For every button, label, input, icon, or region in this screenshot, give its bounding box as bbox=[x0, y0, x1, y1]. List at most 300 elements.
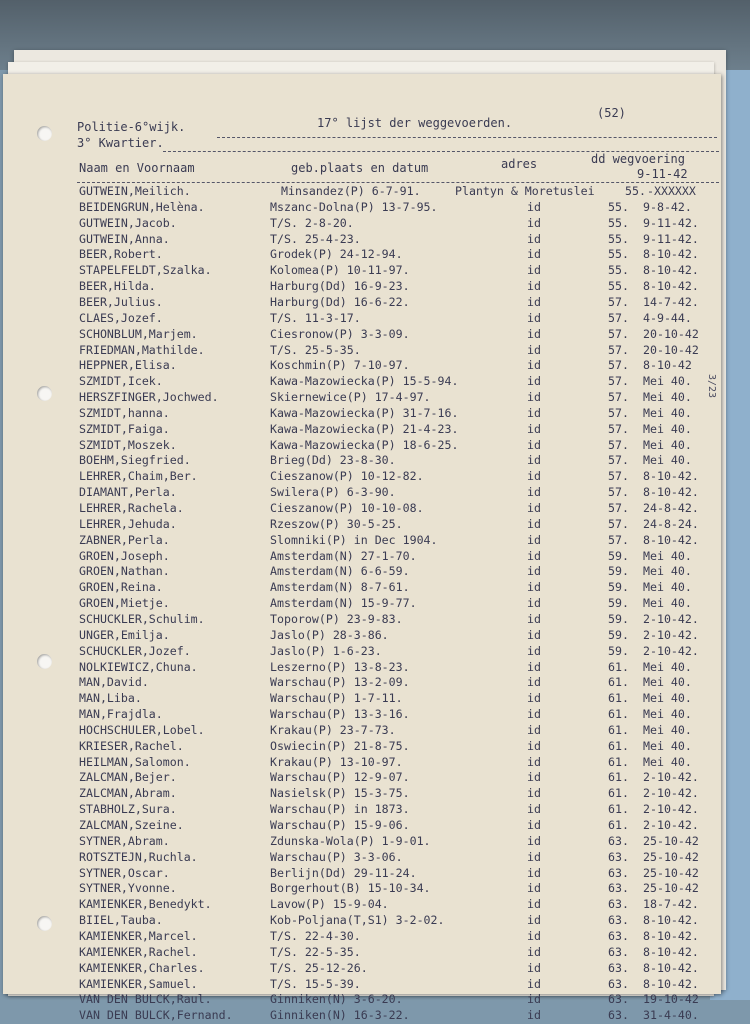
list-row bbox=[3, 533, 721, 549]
house-number: 61. bbox=[608, 722, 629, 737]
birth-place-date: Lavow(P) 15-9-04. bbox=[270, 897, 389, 912]
birth-place-date: Kob-Poljana(T,S1) 3-2-02. bbox=[270, 913, 445, 928]
house-number: 63. bbox=[608, 1008, 629, 1023]
list-row bbox=[3, 184, 721, 200]
person-name: MAN,Frajdla. bbox=[79, 707, 163, 722]
list-row bbox=[3, 644, 721, 660]
deportation-date: 24-8-24. bbox=[643, 516, 699, 531]
birth-place-date: Warschau(P) 3-3-06. bbox=[270, 849, 403, 864]
house-number: 63. bbox=[608, 960, 629, 975]
person-name: VAN DEN BULCK,Fernand. bbox=[79, 1008, 233, 1023]
list-row bbox=[3, 422, 721, 438]
birth-place-date: Krakau(P) 13-10-97. bbox=[270, 754, 403, 769]
list-row bbox=[3, 374, 721, 390]
birth-place-date: Grodek(P) 24-12-94. bbox=[270, 247, 403, 262]
deportation-date: Mei 40. bbox=[643, 374, 692, 389]
deportation-date: Mei 40. bbox=[643, 691, 692, 706]
list-row bbox=[3, 358, 721, 374]
deportation-date: 4-9-44. bbox=[643, 310, 692, 325]
person-name: SYTNER,Yvonne. bbox=[79, 881, 177, 896]
person-name: HOCHSCHULER,Lobel. bbox=[79, 722, 205, 737]
deportation-date: Mei 40. bbox=[643, 548, 692, 563]
address: id bbox=[527, 643, 541, 658]
house-number: 61. bbox=[608, 659, 629, 674]
deportation-date: 14-7-42. bbox=[643, 294, 699, 309]
person-name: GUTWEIN,Anna. bbox=[79, 231, 170, 246]
deportation-date: Mei 40. bbox=[643, 738, 692, 753]
deportation-date: Mei 40. bbox=[643, 707, 692, 722]
address: id bbox=[527, 564, 541, 579]
person-name: LEHRER,Jehuda. bbox=[79, 516, 177, 531]
person-name: BEER,Hilda. bbox=[79, 279, 156, 294]
birth-place-date: Rzeszow(P) 30-5-25. bbox=[270, 516, 403, 531]
birth-place-date: Kolomea(P) 10-11-97. bbox=[270, 263, 410, 278]
house-number: 57. bbox=[608, 326, 629, 341]
house-number: 55. bbox=[608, 247, 629, 262]
birth-place-date: Harburg(Dd) 16-6-22. bbox=[270, 294, 410, 309]
list-row bbox=[3, 913, 721, 929]
list-row bbox=[3, 755, 721, 771]
birth-place-date: Ciesronow(P) 3-3-09. bbox=[270, 326, 410, 341]
address: id bbox=[527, 580, 541, 595]
deportation-date: 20-10-42 bbox=[643, 342, 699, 357]
deportation-date: Mei 40. bbox=[643, 596, 692, 611]
list-row bbox=[3, 818, 721, 834]
list-title: 17° lijst der weggevoerden. bbox=[317, 116, 513, 130]
list-row bbox=[3, 675, 721, 691]
house-number: 59. bbox=[608, 643, 629, 658]
person-name: GROEN,Nathan. bbox=[79, 564, 170, 579]
deportation-date: 31-4-40. bbox=[643, 1008, 699, 1023]
address: id bbox=[527, 770, 541, 785]
address: id bbox=[527, 532, 541, 547]
birth-place-date: Swilera(P) 6-3-90. bbox=[270, 485, 396, 500]
person-name: SCHUCKLER,Schulim. bbox=[79, 611, 205, 626]
house-number: 61. bbox=[608, 691, 629, 706]
address: id bbox=[527, 944, 541, 959]
house-number: 61. bbox=[608, 754, 629, 769]
list-row bbox=[3, 628, 721, 644]
person-name: CLAES,Jozef. bbox=[79, 310, 163, 325]
deportation-date: Mei 40. bbox=[643, 453, 692, 468]
list-row bbox=[3, 802, 721, 818]
house-number: 63. bbox=[608, 944, 629, 959]
deportation-date: 2-10-42. bbox=[643, 643, 699, 658]
address: id bbox=[527, 865, 541, 880]
list-row bbox=[3, 596, 721, 612]
birth-place-date: Kawa-Mazowiecka(P) 18-6-25. bbox=[270, 437, 459, 452]
house-number: 63. bbox=[608, 865, 629, 880]
birth-place-date: Warschau(P) 1-7-11. bbox=[270, 691, 403, 706]
address: id bbox=[527, 913, 541, 928]
list-row bbox=[3, 834, 721, 850]
address: id bbox=[527, 501, 541, 515]
list-row bbox=[3, 929, 721, 945]
person-name: SCHONBLUM,Marjem. bbox=[79, 326, 198, 341]
deportation-date: 8-10-42. bbox=[643, 928, 699, 943]
birth-place-date: Oswiecin(P) 21-8-75. bbox=[270, 738, 410, 753]
birth-place-date: Leszerno(P) 13-8-23. bbox=[270, 659, 410, 674]
house-number: 61. bbox=[608, 786, 629, 801]
birth-place-date: T/S. 25-12-26. bbox=[270, 960, 368, 975]
list-row bbox=[3, 992, 721, 1008]
birth-place-date: Kawa-Mazowiecka(P) 15-5-94. bbox=[270, 374, 459, 389]
deportation-date: 25-10-42 bbox=[643, 849, 699, 864]
deportation-date: 8-10-42. bbox=[643, 469, 699, 484]
person-name: ZALCMAN,Szeine. bbox=[79, 818, 184, 832]
deportation-date: 8-10-42. bbox=[643, 263, 699, 278]
deportation-date: Mei 40. bbox=[643, 390, 692, 405]
person-name: STAPELFELDT,Szalka. bbox=[79, 263, 212, 278]
list-row bbox=[3, 961, 721, 977]
birth-place-date: Toporow(P) 23-9-83. bbox=[270, 611, 403, 626]
person-name: GUTWEIN,Meilich. bbox=[79, 184, 191, 198]
person-name: FRIEDMAN,Mathilde. bbox=[79, 342, 205, 357]
birth-place-date: Kawa-Mazowiecka(P) 21-4-23. bbox=[270, 421, 459, 436]
deportation-date: 2-10-42. bbox=[643, 786, 699, 801]
address: id bbox=[527, 358, 541, 373]
birth-place-date: Kawa-Mazowiecka(P) 31-7-16. bbox=[270, 405, 459, 420]
margin-note: 3/23 bbox=[706, 374, 717, 399]
person-name: HERSZFINGER,Jochwed. bbox=[79, 390, 219, 405]
address: id bbox=[527, 881, 541, 896]
deportation-date: 9-8-42. bbox=[643, 199, 692, 214]
birth-place-date: Amsterdam(N) 27-1-70. bbox=[270, 548, 417, 563]
house-number: 55. bbox=[608, 231, 629, 246]
address: id bbox=[527, 754, 541, 769]
person-name: SCHUCKLER,Jozef. bbox=[79, 643, 191, 658]
list-row bbox=[3, 390, 721, 406]
deportation-date: 19-10-42 bbox=[643, 992, 699, 1007]
birth-place-date: Warschau(P) 12-9-07. bbox=[270, 770, 410, 785]
list-row bbox=[3, 977, 721, 993]
house-number: 57. bbox=[608, 516, 629, 531]
person-name: KAMIENKER,Rachel. bbox=[79, 944, 198, 959]
address: id bbox=[527, 437, 541, 452]
punch-hole bbox=[37, 126, 52, 141]
address: id bbox=[527, 231, 541, 246]
person-name: HEILMAN,Salomon. bbox=[79, 754, 191, 769]
list-row bbox=[3, 200, 721, 216]
birth-place-date: T/S. 25-4-23. bbox=[270, 231, 361, 246]
list-row bbox=[3, 327, 721, 343]
birth-place-date: Minsandez(P) 6-7-91. bbox=[281, 184, 421, 198]
address: id bbox=[527, 691, 541, 706]
address: id bbox=[527, 199, 541, 214]
person-name: ZABNER,Perla. bbox=[79, 532, 170, 547]
list-row bbox=[3, 517, 721, 533]
list-row bbox=[3, 580, 721, 596]
deportation-date: Mei 40. bbox=[643, 564, 692, 579]
house-number: 57. bbox=[608, 437, 629, 452]
deportation-date: 8-10-42 bbox=[643, 358, 692, 373]
house-number: 55. bbox=[625, 184, 646, 198]
house-number: 61. bbox=[608, 707, 629, 722]
house-number: 63. bbox=[608, 992, 629, 1007]
house-number: 61. bbox=[608, 738, 629, 753]
address: id bbox=[527, 453, 541, 468]
column-header-address: adres bbox=[501, 157, 538, 171]
address: id bbox=[527, 675, 541, 690]
page-number: (52) bbox=[597, 106, 626, 120]
house-number: 57. bbox=[608, 342, 629, 357]
address: id bbox=[527, 1008, 541, 1023]
birth-place-date: Warschau(P) 13-3-16. bbox=[270, 707, 410, 722]
deportation-date: 9-11-42. bbox=[643, 231, 699, 246]
person-name: ZALCMAN,Bejer. bbox=[79, 770, 177, 785]
birth-place-date: T/S. 25-5-35. bbox=[270, 342, 361, 357]
address: id bbox=[527, 469, 541, 484]
deportation-date: 8-10-42. bbox=[643, 247, 699, 262]
deportation-date: -XXXXXX bbox=[647, 184, 696, 198]
house-number: 63. bbox=[608, 897, 629, 912]
house-number: 57. bbox=[608, 310, 629, 325]
person-name: LEHRER,Chaim,Ber. bbox=[79, 469, 198, 484]
address: id bbox=[527, 516, 541, 531]
address: id bbox=[527, 326, 541, 341]
person-name: SZMIDT,Icek. bbox=[79, 374, 163, 389]
person-name: BIIEL,Tauba. bbox=[79, 913, 163, 928]
deportation-date: 8-10-42. bbox=[643, 976, 699, 991]
house-number: 55. bbox=[608, 199, 629, 214]
birth-place-date: Koschmin(P) 7-10-97. bbox=[270, 358, 410, 373]
list-row bbox=[3, 406, 721, 422]
address: id bbox=[527, 722, 541, 737]
address: id bbox=[527, 596, 541, 611]
person-name: SYTNER,Abram. bbox=[79, 833, 170, 848]
address: id bbox=[527, 928, 541, 943]
address: id bbox=[527, 833, 541, 848]
house-number: 57. bbox=[608, 421, 629, 436]
list-row bbox=[3, 343, 721, 359]
address: id bbox=[527, 421, 541, 436]
list-row bbox=[3, 295, 721, 311]
house-number: 63. bbox=[608, 849, 629, 864]
person-name: BEIDENGRUN,Helèna. bbox=[79, 199, 205, 214]
deportation-date: 8-10-42. bbox=[643, 279, 699, 294]
deportation-date: Mei 40. bbox=[643, 659, 692, 674]
birth-place-date: Slomniki(P) in Dec 1904. bbox=[270, 532, 438, 547]
house-number: 57. bbox=[608, 374, 629, 389]
person-name: DIAMANT,Perla. bbox=[79, 485, 177, 500]
house-number: 63. bbox=[608, 881, 629, 896]
person-name: GROEN,Joseph. bbox=[79, 548, 170, 563]
list-row bbox=[3, 707, 721, 723]
house-number: 61. bbox=[608, 675, 629, 690]
person-name: LEHRER,Rachela. bbox=[79, 501, 184, 515]
house-number: 55. bbox=[608, 279, 629, 294]
deportation-date: 8-10-42. bbox=[643, 960, 699, 975]
deportation-date: 8-10-42. bbox=[643, 913, 699, 928]
deportation-date: Mei 40. bbox=[643, 437, 692, 452]
deportation-date: 20-10-42 bbox=[643, 326, 699, 341]
house-number: 55. bbox=[608, 263, 629, 278]
list-row bbox=[3, 485, 721, 501]
header-dash-line bbox=[217, 137, 717, 138]
person-name: GROEN,Mietje. bbox=[79, 596, 170, 611]
house-number: 57. bbox=[608, 390, 629, 405]
person-name: KAMIENKER,Marcel. bbox=[79, 928, 198, 943]
list-row bbox=[3, 438, 721, 454]
person-name: UNGER,Emilja. bbox=[79, 627, 170, 642]
house-number: 59. bbox=[608, 548, 629, 563]
list-row bbox=[3, 216, 721, 232]
person-name: VAN DEN BULCK,Raul. bbox=[79, 992, 212, 1007]
list-row bbox=[3, 945, 721, 961]
address: id bbox=[527, 738, 541, 753]
deportation-date: Mei 40. bbox=[643, 421, 692, 436]
address: id bbox=[527, 960, 541, 975]
address: id bbox=[527, 976, 541, 991]
birth-place-date: T/S. 22-5-35. bbox=[270, 944, 361, 959]
house-number: 59. bbox=[608, 596, 629, 611]
address: id bbox=[527, 263, 541, 278]
person-name: GROEN,Reina. bbox=[79, 580, 163, 595]
birth-place-date: Harburg(Dd) 16-9-23. bbox=[270, 279, 410, 294]
list-row bbox=[3, 850, 721, 866]
address: id bbox=[527, 215, 541, 230]
birth-place-date: Amsterdam(N) 6-6-59. bbox=[270, 564, 410, 579]
address: id bbox=[527, 374, 541, 389]
person-name: BEER,Julius. bbox=[79, 294, 163, 309]
address: id bbox=[527, 247, 541, 262]
deportation-date: 18-7-42. bbox=[643, 897, 699, 912]
list-row bbox=[3, 786, 721, 802]
person-name: SZMIDT,hanna. bbox=[79, 405, 170, 420]
address: Plantyn & Moretuslei bbox=[455, 184, 595, 198]
address: id bbox=[527, 405, 541, 420]
deportation-date: 8-10-42. bbox=[643, 944, 699, 959]
birth-place-date: Krakau(P) 23-7-73. bbox=[270, 722, 396, 737]
deportation-date: Mei 40. bbox=[643, 580, 692, 595]
person-name: GUTWEIN,Jacob. bbox=[79, 215, 177, 230]
list-row bbox=[3, 723, 721, 739]
person-name: SZMIDT,Faiga. bbox=[79, 421, 170, 436]
column-header-dash-line bbox=[77, 182, 719, 183]
deportation-date: 2-10-42. bbox=[643, 818, 699, 832]
house-number: 59. bbox=[608, 564, 629, 579]
person-name: SZMIDT,Moszek. bbox=[79, 437, 177, 452]
address: id bbox=[527, 611, 541, 626]
house-number: 57. bbox=[608, 294, 629, 309]
list-row bbox=[3, 881, 721, 897]
address: id bbox=[527, 627, 541, 642]
person-name: KAMIENKER,Charles. bbox=[79, 960, 205, 975]
quarter-label: 3° Kwartier. bbox=[77, 136, 164, 150]
deportation-date: 2-10-42. bbox=[643, 627, 699, 642]
house-number: 57. bbox=[608, 405, 629, 420]
house-number: 57. bbox=[608, 469, 629, 484]
person-name: HEPPNER,Elisa. bbox=[79, 358, 177, 373]
birth-place-date: Cieszanow(P) 10-10-08. bbox=[270, 501, 424, 515]
deportation-date: 9-11-42. bbox=[643, 215, 699, 230]
deportation-date: 25-10-42 bbox=[643, 865, 699, 880]
birth-place-date: T/S. 15-5-39. bbox=[270, 976, 361, 991]
list-row bbox=[3, 279, 721, 295]
address: id bbox=[527, 279, 541, 294]
birth-place-date: Warschau(P) in 1873. bbox=[270, 802, 410, 817]
list-row bbox=[3, 232, 721, 248]
birth-place-date: T/S. 2-8-20. bbox=[270, 215, 354, 230]
person-name: KAMIENKER,Samuel. bbox=[79, 976, 198, 991]
address: id bbox=[527, 992, 541, 1007]
list-row bbox=[3, 469, 721, 485]
birth-place-date: T/S. 22-4-30. bbox=[270, 928, 361, 943]
person-name: ROTSZTEJN,Ruchla. bbox=[79, 849, 198, 864]
deportation-date: 24-8-42. bbox=[643, 501, 699, 515]
deportation-date: Mei 40. bbox=[643, 675, 692, 690]
address: id bbox=[527, 342, 541, 357]
column-header-deportation: dd wegvoering bbox=[591, 152, 685, 166]
list-row bbox=[3, 549, 721, 565]
person-name: NOLKIEWICZ,Chuna. bbox=[79, 659, 198, 674]
address: id bbox=[527, 707, 541, 722]
house-number: 63. bbox=[608, 833, 629, 848]
house-number: 59. bbox=[608, 580, 629, 595]
list-row bbox=[3, 691, 721, 707]
house-number: 63. bbox=[608, 928, 629, 943]
column-header-deportation-date: 9-11-42 bbox=[637, 167, 688, 181]
list-row bbox=[3, 247, 721, 263]
address: id bbox=[527, 659, 541, 674]
house-number: 61. bbox=[608, 802, 629, 817]
list-row bbox=[3, 660, 721, 676]
birth-place-date: Amsterdam(N) 15-9-77. bbox=[270, 596, 417, 611]
person-name: SYTNER,Oscar. bbox=[79, 865, 170, 880]
birth-place-date: Borgerhout(B) 15-10-34. bbox=[270, 881, 431, 896]
list-row bbox=[3, 739, 721, 755]
address: id bbox=[527, 390, 541, 405]
house-number: 57. bbox=[608, 532, 629, 547]
list-row bbox=[3, 564, 721, 580]
person-name: STABHOLZ,Sura. bbox=[79, 802, 177, 817]
column-header-birth: geb.plaats en datum bbox=[291, 161, 429, 175]
list-row bbox=[3, 263, 721, 279]
birth-place-date: Warschau(P) 13-2-09. bbox=[270, 675, 410, 690]
address: id bbox=[527, 294, 541, 309]
district-label: Politie-6°wijk. bbox=[77, 120, 186, 134]
list-row bbox=[3, 1008, 721, 1024]
deportation-date: 8-10-42. bbox=[643, 485, 699, 500]
house-number: 59. bbox=[608, 627, 629, 642]
address: id bbox=[527, 485, 541, 500]
person-name: KRIESER,Rachel. bbox=[79, 738, 184, 753]
birth-place-date: Nasielsk(P) 15-3-75. bbox=[270, 786, 410, 801]
birth-place-date: Brieg(Dd) 23-8-30. bbox=[270, 453, 396, 468]
house-number: 63. bbox=[608, 976, 629, 991]
house-number: 57. bbox=[608, 358, 629, 373]
address: id bbox=[527, 849, 541, 864]
birth-place-date: T/S. 11-3-17. bbox=[270, 310, 361, 325]
birth-place-date: Cieszanow(P) 10-12-82. bbox=[270, 469, 424, 484]
deportation-date: Mei 40. bbox=[643, 754, 692, 769]
house-number: 57. bbox=[608, 501, 629, 515]
birth-place-date: Warschau(P) 15-9-06. bbox=[270, 818, 410, 832]
address: id bbox=[527, 897, 541, 912]
person-name: ZALCMAN,Abram. bbox=[79, 786, 177, 801]
deportation-date: Mei 40. bbox=[643, 405, 692, 420]
list-row bbox=[3, 866, 721, 882]
column-header-name: Naam en Voornaam bbox=[79, 161, 195, 175]
deportation-date: 2-10-42. bbox=[643, 802, 699, 817]
typed-document-page bbox=[3, 74, 721, 1023]
house-number: 63. bbox=[608, 913, 629, 928]
person-name: KAMIENKER,Benedykt. bbox=[79, 897, 212, 912]
list-row bbox=[3, 311, 721, 327]
deportation-date: 8-10-42. bbox=[643, 532, 699, 547]
address: id bbox=[527, 786, 541, 801]
deportation-date: 25-10-42 bbox=[643, 833, 699, 848]
